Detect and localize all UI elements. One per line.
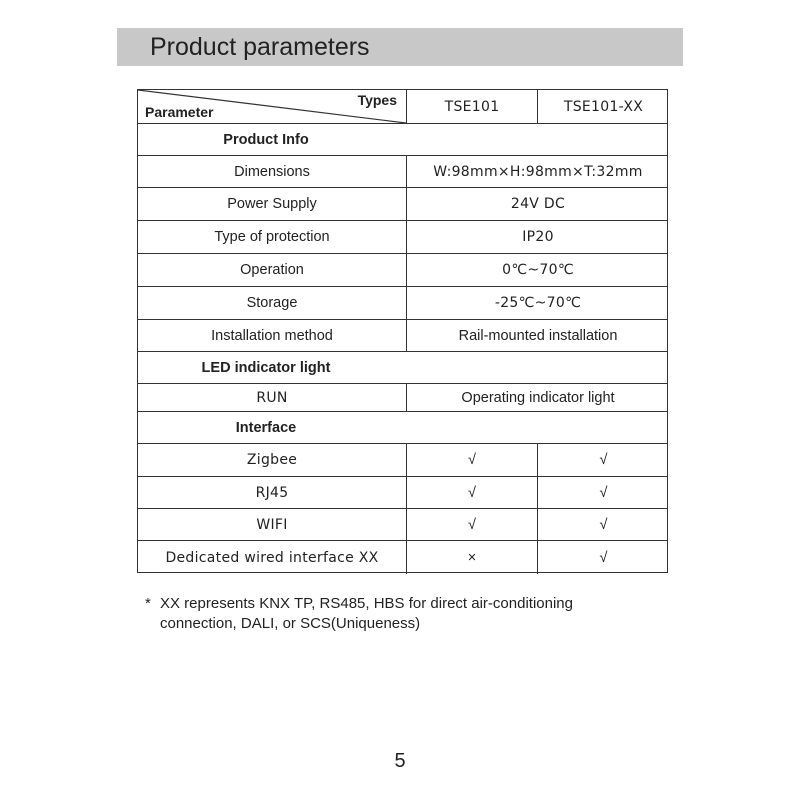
check-mark: √ [537, 444, 669, 476]
header-col-tse101-xx: TSE101-XX [537, 90, 669, 123]
parameters-table [137, 89, 668, 573]
page-title: Product parameters [150, 33, 370, 61]
header-diagonal-cell [138, 90, 406, 123]
table-row [138, 155, 667, 187]
check-mark: √ [406, 477, 537, 508]
row-value: Operating indicator light [406, 384, 669, 411]
row-label: Power Supply [227, 196, 317, 212]
table-header-row [138, 90, 667, 123]
row-label: Zigbee [246, 452, 298, 468]
header-types-label: Types [357, 92, 397, 108]
table-row [138, 508, 667, 540]
row-label: RJ45 [255, 484, 289, 501]
table-row [138, 319, 667, 351]
row-value: 0℃~70℃ [406, 254, 669, 286]
row-label: WIFI [256, 516, 288, 533]
cross-mark: × [406, 541, 537, 574]
check-mark: √ [537, 509, 669, 540]
check-mark: √ [406, 509, 537, 540]
section-row-interface [138, 411, 667, 443]
row-label: RUN [256, 389, 288, 406]
row-value: -25℃~70℃ [406, 287, 669, 319]
section-banner [117, 28, 683, 66]
row-label: Dedicated wired interface XX [165, 549, 379, 566]
check-mark: √ [537, 477, 669, 508]
row-label: Dimensions [234, 163, 310, 180]
table-row [138, 476, 667, 508]
table-row [138, 540, 667, 574]
check-mark: √ [406, 444, 537, 476]
row-label: Operation [240, 262, 304, 278]
table-row [138, 383, 667, 411]
table-row [138, 286, 667, 319]
footnote-text: XX represents KNX TP, RS485, HBS for direct air-conditioning connection, DALI, or SCS(Uniqueness) [160, 595, 573, 632]
table-row [138, 187, 667, 220]
section-row-led [138, 351, 667, 383]
row-label: Installation method [211, 327, 333, 344]
row-label: Type of protection [214, 229, 330, 245]
check-mark: √ [537, 541, 669, 574]
section-row-product-info [138, 123, 667, 155]
page-number: 5 [394, 750, 406, 772]
row-value: W:98mm×H:98mm×T:32mm [406, 156, 669, 187]
table-row [138, 443, 667, 476]
table-row [138, 220, 667, 253]
row-value: IP20 [406, 221, 669, 253]
header-parameter-label: Parameter [145, 104, 214, 120]
table-row [138, 253, 667, 286]
section-title: LED indicator light [201, 359, 331, 376]
row-label: Storage [246, 295, 298, 311]
row-value: 24V DC [406, 188, 669, 220]
row-value: Rail-mounted installation [406, 320, 669, 351]
section-title: Product Info [223, 131, 309, 148]
section-title: Interface [235, 419, 297, 436]
header-col-tse101: TSE101 [406, 90, 537, 123]
footnote-marker: * [145, 595, 151, 612]
